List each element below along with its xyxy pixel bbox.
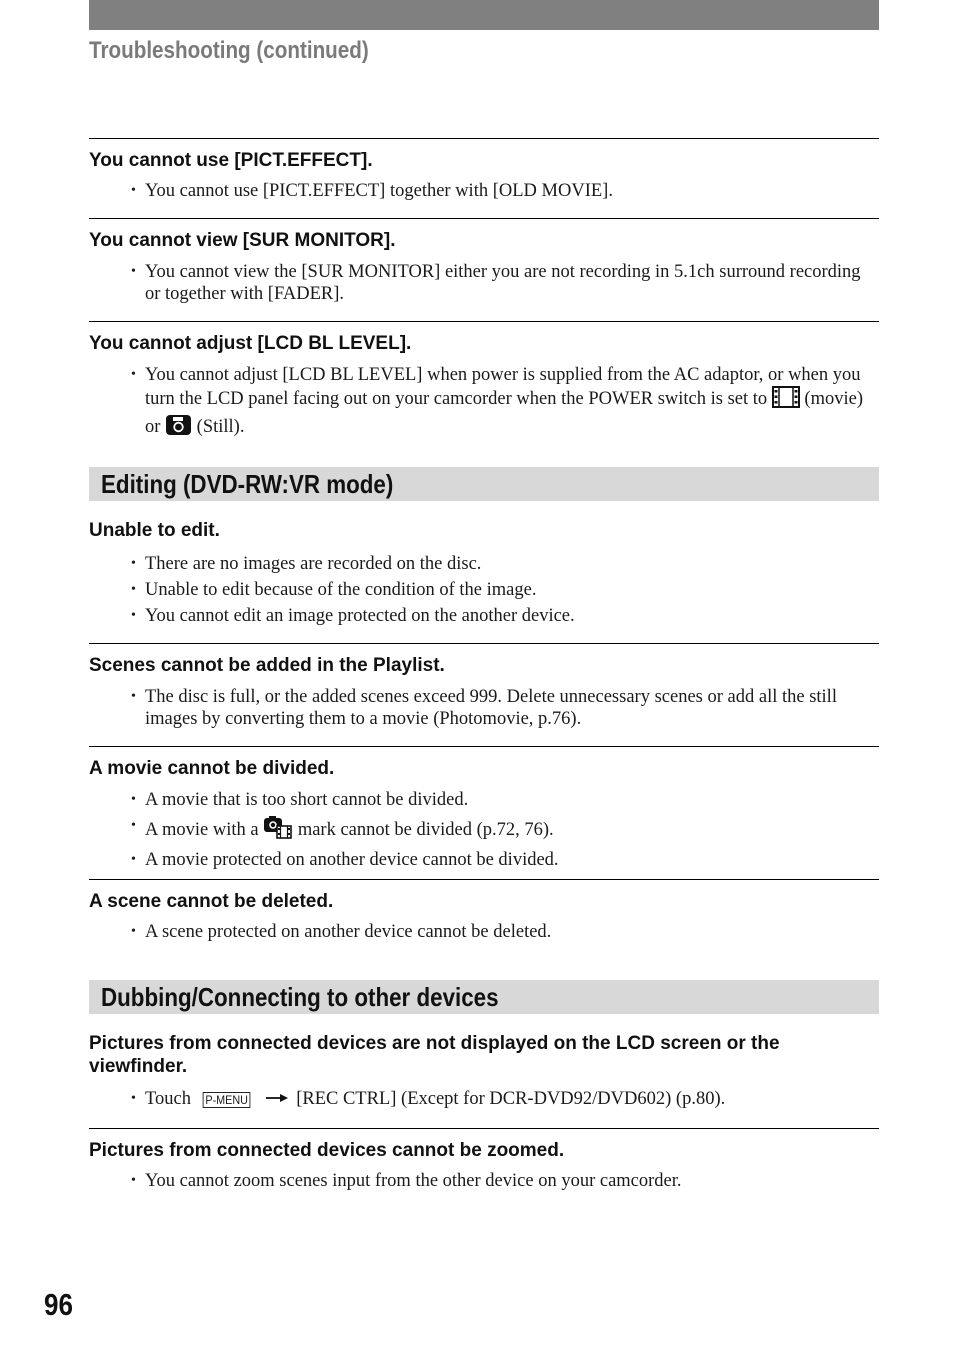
topic-heading: Pictures from connected devices are not displayed on the LCD screen or the viewfinder. (89, 1033, 780, 1077)
top-bar (89, 0, 879, 30)
bullet-text: [REC CTRL] (Except for DCR-DVD92/DVD602) (p.80). (296, 1089, 726, 1109)
running-head: Troubleshooting (continued) (89, 37, 369, 64)
topic-not-displayed (89, 1032, 879, 1114)
topic-divide (89, 746, 879, 875)
bullet-item: • You cannot view the [SUR MONITOR] either you are not recording in 5.1ch surround recording or together with [FADER]. (89, 261, 879, 305)
arrow-right-icon (266, 1088, 288, 1110)
topic-pict-effect (89, 138, 879, 206)
camera-still-icon (165, 414, 192, 442)
bullet-item: • You cannot zoom scenes input from the other device on your camcorder. (89, 1170, 879, 1192)
bullet-text: A movie with a (145, 820, 259, 840)
p-menu-button-icon: P-MENU (202, 1092, 250, 1108)
bullet-item: • A scene protected on another device cannot be deleted. (89, 921, 879, 943)
bullet-item: • There are no images are recorded on the disc. (89, 553, 879, 575)
topic-heading: Scenes cannot be added in the Playlist. (89, 655, 445, 676)
topic-heading: You cannot adjust [LCD BL LEVEL]. (89, 333, 412, 354)
topic-lcd-bl-level (89, 321, 879, 446)
topic-delete (89, 879, 879, 947)
section-title: Dubbing/Connecting to other devices (101, 982, 499, 1012)
bullet-item: • You cannot use [PICT.EFFECT] together with [OLD MOVIE]. (89, 180, 879, 202)
topic-unable-to-edit (89, 519, 879, 631)
bullet-item (89, 815, 879, 845)
section-header-dubbing (89, 980, 879, 1014)
topic-heading: Unable to edit. (89, 520, 220, 541)
photomovie-icon (263, 815, 293, 845)
section-header-editing (89, 467, 879, 501)
bullet-text: (movie) or (145, 389, 863, 437)
topic-heading: You cannot view [SUR MONITOR]. (89, 230, 396, 251)
movie-film-icon (772, 386, 800, 414)
topic-playlist (89, 643, 879, 734)
bullet-item: • A movie that is too short cannot be divided. (89, 789, 879, 811)
bullet-item (89, 364, 879, 442)
section-title: Editing (DVD-RW:VR mode) (101, 469, 394, 499)
bullet-text: You cannot adjust [LCD BL LEVEL] when power is supplied from the AC adaptor, or when you turn the LCD panel facing out on your camcorder when the POWER switch is set to (145, 365, 861, 409)
bullet-item: • Unable to edit because of the condition of the image. (89, 579, 879, 601)
bullet-text: mark cannot be divided (p.72, 76). (297, 820, 554, 840)
bullet-item: • You cannot edit an image protected on the another device. (89, 605, 879, 627)
topic-heading: A scene cannot be deleted. (89, 891, 334, 912)
topic-heading: You cannot use [PICT.EFFECT]. (89, 150, 373, 171)
topic-heading: A movie cannot be divided. (89, 758, 335, 779)
bullet-text: Touch (145, 1089, 191, 1109)
bullet-item: • A movie protected on another device cannot be divided. (89, 849, 879, 871)
topic-not-zoomed (89, 1128, 879, 1196)
page-number: 96 (44, 1287, 73, 1322)
bullet-item: • The disc is full, or the added scenes exceed 999. Delete unnecessary scenes or add all the still images by converting them to a movie (Photomovie, p.76). (89, 686, 879, 730)
bullet-text: (Still). (196, 417, 245, 437)
topic-sur-monitor (89, 218, 879, 309)
bullet-item (89, 1088, 879, 1110)
topic-heading: Pictures from connected devices cannot be zoomed. (89, 1140, 565, 1161)
